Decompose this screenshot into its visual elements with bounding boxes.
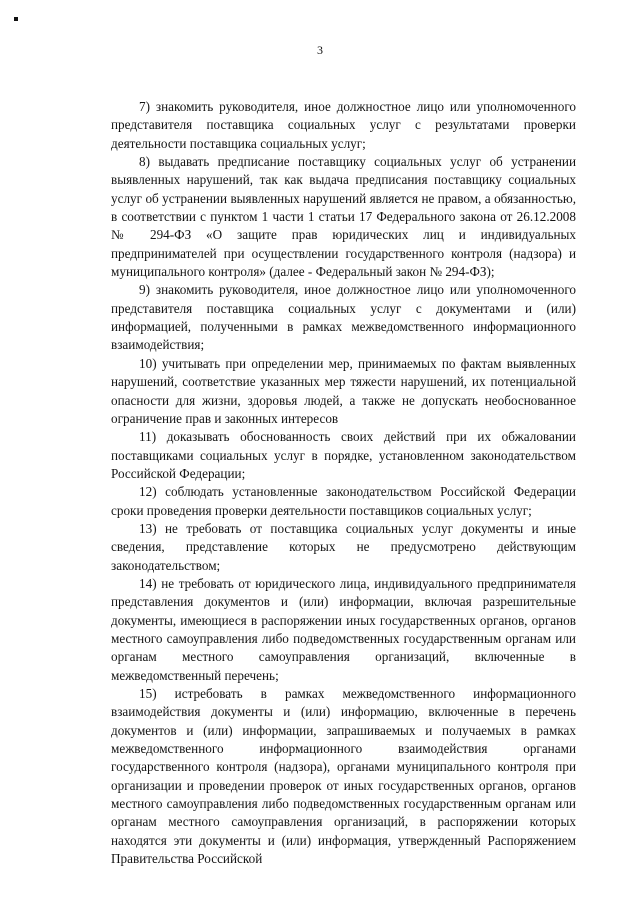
page-number: 3: [317, 43, 323, 57]
paragraph-item-7: 7) знакомить руководителя, иное должностное лицо или уполномоченного представителя поставщика социальных услуг с результатами проверки деятельности поставщика социальных услуг;: [111, 99, 576, 151]
paragraph-item-8: 8) выдавать предписание поставщику социальных услуг об устранении выявленных нарушений, так как выдача предписания поставщику социальных услуг об устранении выявленных нарушений является не правом, а обязанностью, в соответствии с пунктом 1 части 1 статьи 17 Федерального закона от 26.12.2008 № 294-ФЗ «О защите прав юридических лиц и индивидуальных предпринимателей при осуществлении государственного контроля (надзора) и муниципального контроля» (далее - Федеральный закон № 294-ФЗ);: [111, 154, 576, 280]
scan-artifact-mark: [14, 17, 18, 21]
paragraph-item-12: 12) соблюдать установленные законодательством Российской Федерации сроки проведения проверки деятельности поставщиков социальных услуг;: [111, 484, 576, 518]
paragraph-item-14: 14) не требовать от юридического лица, индивидуального предпринимателя представления документов и (или) информации, включая разрешительные документы, имеющиеся в распоряжении иных государственных органов, органов местного самоуправления либо подведомственных государственным органам или органам местного самоуправления организаций, включенные в межведомственный перечень;: [111, 575, 576, 683]
paragraph-item-13: 13) не требовать от поставщика социальных услуг документы и иные сведения, представление которых не предусмотрено действующим законодательством;: [111, 520, 576, 573]
paragraph-item-15: 15) истребовать в рамках межведомственного информационного взаимодействия документы и (или) информацию, включенные в перечень документов и (или) информации, запрашиваемых и получаемых в рамках межведомственного информационного взаимодействия органами государственного контроля (надзора), органами муниципального контроля при организации и проведении проверок от иных государственных органов, органов местного самоуправления либо подведомственных государственным органам или органам местного самоуправления организаций, в распоряжении которых находятся эти документы и (или) информация, утвержденный Распоряжением Правительства Российской: [111, 686, 576, 867]
paragraph-item-9: 9) знакомить руководителя, иное должностное лицо или уполномоченного представителя поставщика социальных услуг с документами и (или) информацией, полученными в рамках межведомственного информационного взаимодействия;: [111, 282, 576, 353]
document-body: [111, 98, 576, 868]
paragraph-item-10: 10) учитывать при определении мер, принимаемых по фактам выявленных нарушений, соответствие указанных мер тяжести нарушений, их потенциальной опасности для жизни, здоровья людей, а также не допускать необоснованное ограничение прав и законных интересов: [111, 355, 576, 426]
paragraph-item-11: 11) доказывать обоснованность своих действий при их обжаловании поставщиками социальных услуг в порядке, установленном законодательством Российской Федерации;: [111, 429, 576, 481]
